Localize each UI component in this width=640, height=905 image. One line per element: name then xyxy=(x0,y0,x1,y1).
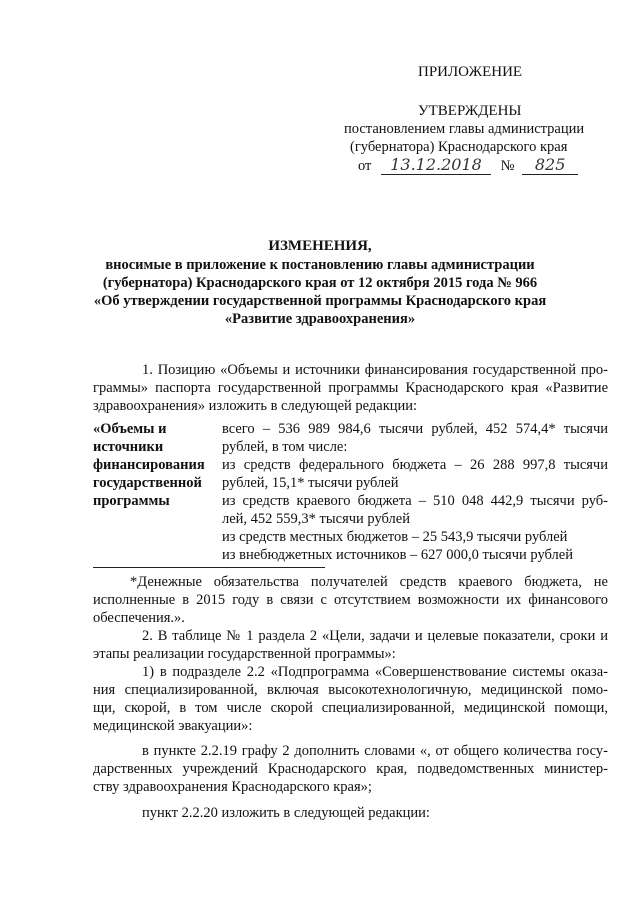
table-label-3: финансирования xyxy=(93,457,205,473)
footnote-divider xyxy=(93,567,325,568)
table-value-4: рублей, 15,1* тысячи рублей xyxy=(222,475,399,491)
document-date: 13.12.2018 xyxy=(381,155,491,175)
appendix-label: ПРИЛОЖЕНИЕ xyxy=(418,64,523,80)
document-number: 825 xyxy=(522,155,578,175)
title-subline-3: «Об утверждении государственной программы Краснодарского края xyxy=(93,293,547,309)
date-prefix: от xyxy=(358,158,372,174)
para4-line-2: дарственных учреждений Краснодарского края, подведомственных министер- xyxy=(93,761,608,777)
para1-line-3: здравоохранения» изложить в следующей редакции: xyxy=(93,398,418,414)
para4-line-3: ству здравоохранения Краснодарского края»; xyxy=(93,779,372,795)
para2-line-1: 2. В таблице № 1 раздела 2 «Цели, задачи и целевые показатели, сроки и xyxy=(142,628,608,644)
table-label-5: программы xyxy=(93,493,170,509)
document-date-row xyxy=(358,155,578,175)
table-value-2: рублей, в том числе: xyxy=(222,439,348,455)
para1-line-1: 1. Позицию «Объемы и источники финансирования государственной про- xyxy=(142,362,608,378)
footnote-line-2: исполненные в 2015 году в связи с отсутствием возможности их финансового xyxy=(93,592,608,608)
title-subline-4: «Развитие здравоохранения» xyxy=(224,311,416,327)
table-value-7: из средств местных бюджетов – 25 543,9 тысячи рублей xyxy=(222,529,568,545)
para4-line-1: в пункте 2.2.19 графу 2 дополнить словами «, от общего количества госу- xyxy=(142,743,608,759)
para3-line-1: 1) в подразделе 2.2 «Подпрограмма «Совершенствование системы оказа- xyxy=(142,664,608,680)
para3-line-2: ния специализированной, включая высокотехнологичную, медицинской помо- xyxy=(93,682,608,698)
table-value-1: всего – 536 989 984,6 тысячи рублей, 452 574,4* тысячи xyxy=(222,421,608,437)
table-value-8: из внебюджетных источников – 627 000,0 тысячи рублей xyxy=(222,547,573,563)
title-subline-1: вносимые в приложение к постановлению главы администрации xyxy=(105,257,535,273)
table-value-6: лей, 452 559,3* тысячи рублей xyxy=(222,511,410,527)
para3-line-4: медицинской эвакуации»: xyxy=(93,718,253,734)
number-sign: № xyxy=(500,158,515,174)
table-label-1: «Объемы и xyxy=(93,421,167,437)
footnote-line-3: обеспечения.». xyxy=(93,610,185,626)
table-value-3: из средств федерального бюджета – 26 288 997,8 тысячи xyxy=(222,457,608,473)
table-label-2: источники xyxy=(93,439,164,455)
para1-line-2: граммы» паспорта государственной программы Краснодарского края «Развитие xyxy=(93,380,608,396)
footnote-line-1: *Денежные обязательства получателей средств краевого бюджета, не xyxy=(130,574,608,590)
approval-line-2: (губернатора) Краснодарского края xyxy=(350,139,568,155)
approval-line-1: постановлением главы администрации xyxy=(344,121,585,137)
document-title: ИЗМЕНЕНИЯ, xyxy=(268,238,372,254)
title-subline-2: (губернатора) Краснодарского края от 12 октября 2015 года № 966 xyxy=(102,275,538,291)
table-label-4: государственной xyxy=(93,475,202,491)
approved-label: УТВЕРЖДЕНЫ xyxy=(418,103,522,119)
para2-line-2: этапы реализации государственной программы»: xyxy=(93,646,396,662)
para5-line-1: пункт 2.2.20 изложить в следующей редакции: xyxy=(142,805,430,821)
table-value-5: из средств краевого бюджета – 510 048 442,9 тысячи руб- xyxy=(222,493,608,509)
para3-line-3: щи, скорой, в том числе скорой специализированной, медицинской помощи, xyxy=(93,700,608,716)
